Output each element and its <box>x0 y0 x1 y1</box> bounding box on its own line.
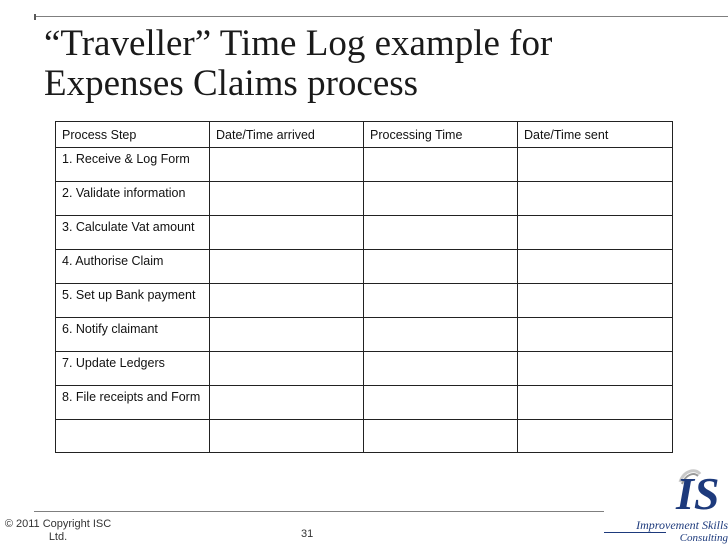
logo-company-name: Improvement Skills <box>636 518 728 532</box>
process-step-cell: 1. Receive & Log Form <box>56 148 210 182</box>
date-time-sent-cell[interactable] <box>518 284 673 318</box>
date-time-sent-cell[interactable] <box>518 250 673 284</box>
date-time-arrived-cell[interactable] <box>210 352 364 386</box>
table-row <box>56 250 673 284</box>
date-time-arrived-cell[interactable] <box>210 250 364 284</box>
date-time-arrived-cell[interactable] <box>210 284 364 318</box>
table-row <box>56 148 673 182</box>
date-time-arrived-cell[interactable] <box>210 216 364 250</box>
date-time-sent-cell[interactable] <box>518 182 673 216</box>
process-step-cell: 6. Notify claimant <box>56 318 210 352</box>
date-time-arrived-cell[interactable] <box>210 420 364 453</box>
company-logo <box>604 468 728 546</box>
header-processing-time: Processing Time <box>364 122 518 148</box>
table-row <box>56 318 673 352</box>
processing-time-cell[interactable] <box>364 386 518 420</box>
top-divider-tick <box>34 14 36 20</box>
processing-time-cell[interactable] <box>364 216 518 250</box>
table-row <box>56 420 673 453</box>
date-time-sent-cell[interactable] <box>518 318 673 352</box>
header-process-step: Process Step <box>56 122 210 148</box>
date-time-arrived-cell[interactable] <box>210 148 364 182</box>
copyright-notice: © 2011 Copyright ISC Ltd. <box>4 518 112 543</box>
top-divider <box>34 16 728 17</box>
footer-divider <box>34 511 604 512</box>
table-row <box>56 386 673 420</box>
processing-time-cell[interactable] <box>364 352 518 386</box>
process-step-cell: 4. Authorise Claim <box>56 250 210 284</box>
date-time-sent-cell[interactable] <box>518 148 673 182</box>
process-step-cell[interactable] <box>56 420 210 453</box>
processing-time-cell[interactable] <box>364 148 518 182</box>
process-step-cell: 3. Calculate Vat amount <box>56 216 210 250</box>
table-row <box>56 352 673 386</box>
processing-time-cell[interactable] <box>364 250 518 284</box>
processing-time-cell[interactable] <box>364 318 518 352</box>
header-date-time-sent: Date/Time sent <box>518 122 673 148</box>
date-time-arrived-cell[interactable] <box>210 386 364 420</box>
time-log-table <box>55 121 673 453</box>
page-number: 31 <box>301 528 314 540</box>
table-row <box>56 182 673 216</box>
logo-mark: IS <box>676 468 720 519</box>
date-time-sent-cell[interactable] <box>518 386 673 420</box>
logo-tagline: Consulting <box>679 532 728 544</box>
date-time-sent-cell[interactable] <box>518 352 673 386</box>
date-time-sent-cell[interactable] <box>518 216 673 250</box>
process-step-cell: 7. Update Ledgers <box>56 352 210 386</box>
table-header-row <box>56 122 673 148</box>
processing-time-cell[interactable] <box>364 420 518 453</box>
process-step-cell: 2. Validate information <box>56 182 210 216</box>
processing-time-cell[interactable] <box>364 284 518 318</box>
process-step-cell: 5. Set up Bank payment <box>56 284 210 318</box>
date-time-arrived-cell[interactable] <box>210 182 364 216</box>
table-row <box>56 216 673 250</box>
process-step-cell: 8. File receipts and Form <box>56 386 210 420</box>
header-date-time-arrived: Date/Time arrived <box>210 122 364 148</box>
processing-time-cell[interactable] <box>364 182 518 216</box>
table-row <box>56 284 673 318</box>
date-time-arrived-cell[interactable] <box>210 318 364 352</box>
date-time-sent-cell[interactable] <box>518 420 673 453</box>
slide-title: “Traveller” Time Log example for Expenses Claims process <box>44 23 553 104</box>
